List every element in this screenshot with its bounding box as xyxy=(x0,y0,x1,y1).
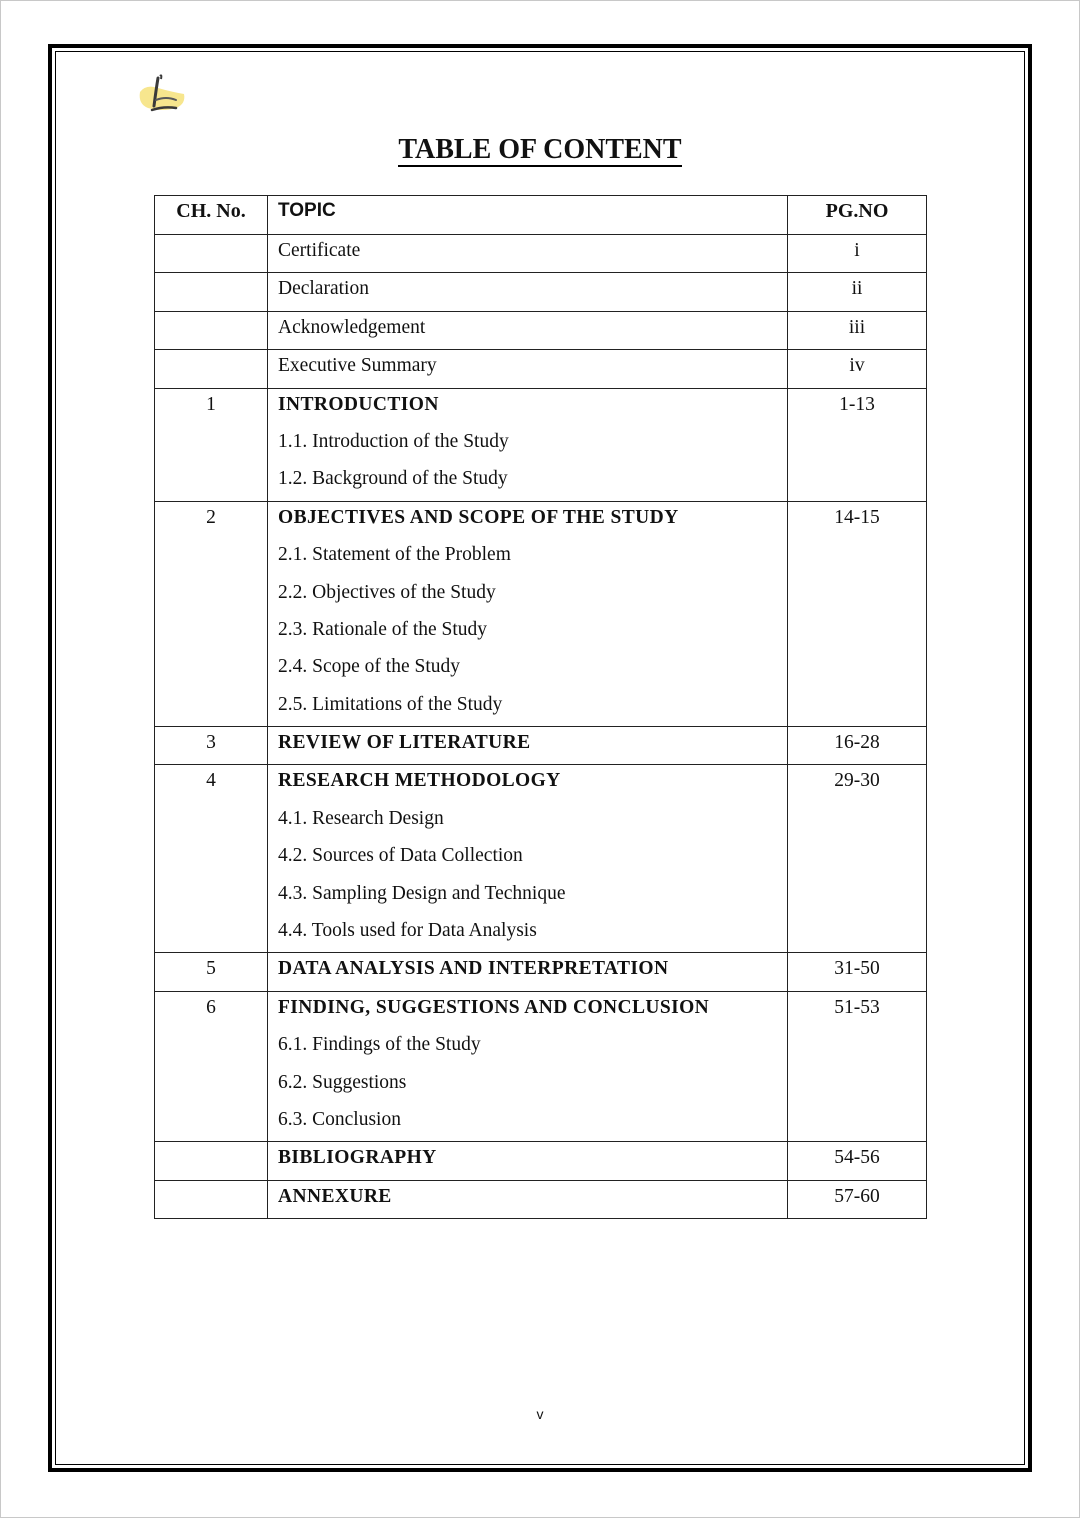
chapter-number: 1 xyxy=(206,393,216,415)
page-range: iv xyxy=(849,355,865,377)
subsection-item: 4.4. Tools used for Data Analysis xyxy=(278,920,537,942)
page-range: 16-28 xyxy=(834,732,880,754)
table-row xyxy=(155,1180,927,1218)
page-cell xyxy=(788,235,927,273)
chapter-number xyxy=(155,312,267,349)
chapter-cell xyxy=(155,273,268,311)
page-range: ii xyxy=(851,278,863,300)
table-row xyxy=(155,765,927,953)
page-range: iii xyxy=(848,316,866,338)
chapter-cell xyxy=(155,991,268,1142)
chapter-heading: RESEARCH METHODOLOGY xyxy=(278,770,561,792)
table-row xyxy=(155,991,927,1142)
page-cell xyxy=(788,273,927,311)
chapter-number: 3 xyxy=(206,732,216,754)
topic-cell xyxy=(268,1180,788,1218)
page-cell xyxy=(788,311,927,349)
header-topic: TOPIC xyxy=(268,196,788,235)
chapter-heading: ANNEXURE xyxy=(278,1185,392,1207)
chapter-number xyxy=(155,235,267,272)
table-row xyxy=(155,388,927,501)
table-row xyxy=(155,1142,927,1180)
page-cell xyxy=(788,501,927,726)
chapter-cell xyxy=(155,350,268,388)
chapter-cell xyxy=(155,501,268,726)
topic-cell xyxy=(268,765,788,953)
table-row xyxy=(155,273,927,311)
topic-cell xyxy=(268,1142,788,1180)
table-row xyxy=(155,501,927,726)
page-range: 1-13 xyxy=(839,393,875,415)
front-matter-item: Acknowledgement xyxy=(278,316,426,338)
table-row xyxy=(155,235,927,273)
table-row xyxy=(155,311,927,349)
page-cell xyxy=(788,991,927,1142)
header-chapter: CH. No. xyxy=(155,196,268,235)
chapter-number: 4 xyxy=(206,770,216,792)
subsection-item: 2.4. Scope of the Study xyxy=(278,656,460,678)
table-body xyxy=(155,235,927,1219)
subsection-item: 2.1. Statement of the Problem xyxy=(278,544,511,566)
front-matter-item: Declaration xyxy=(278,278,369,300)
page-cell xyxy=(788,765,927,953)
topic-cell xyxy=(268,235,788,273)
chapter-number xyxy=(155,350,267,387)
subsection-item: 4.2. Sources of Data Collection xyxy=(278,845,523,867)
page-number: v xyxy=(536,1406,544,1422)
topic-cell xyxy=(268,311,788,349)
chapter-cell xyxy=(155,1180,268,1218)
front-matter-item: Executive Summary xyxy=(278,355,437,377)
chapter-cell xyxy=(155,765,268,953)
subsection-item: 6.1. Findings of the Study xyxy=(278,1034,481,1056)
topic-cell xyxy=(268,388,788,501)
topic-cell xyxy=(268,273,788,311)
chapter-cell xyxy=(155,311,268,349)
chapter-number: 5 xyxy=(206,958,216,980)
subsection-item: 4.1. Research Design xyxy=(278,807,444,829)
topic-cell xyxy=(268,727,788,765)
chapter-cell xyxy=(155,235,268,273)
page-title-text: TABLE OF CONTENT xyxy=(398,134,682,165)
chapter-number: 2 xyxy=(206,506,216,528)
chapter-cell xyxy=(155,1142,268,1180)
chapter-heading: INTRODUCTION xyxy=(278,393,439,415)
chapter-number xyxy=(155,1142,267,1179)
table-row xyxy=(155,953,927,991)
table-header-row xyxy=(155,196,927,235)
page-cell xyxy=(788,953,927,991)
table-row xyxy=(155,727,927,765)
topic-cell xyxy=(268,953,788,991)
table-row xyxy=(155,350,927,388)
subsection-item: 4.3. Sampling Design and Technique xyxy=(278,882,566,904)
pen-and-note-icon xyxy=(136,70,188,118)
topic-cell xyxy=(268,991,788,1142)
page-cell xyxy=(788,1180,927,1218)
page-cell xyxy=(788,350,927,388)
page-cell xyxy=(788,727,927,765)
chapter-number xyxy=(155,273,267,310)
page-range: 54-56 xyxy=(834,1147,880,1169)
page-range: 51-53 xyxy=(834,996,880,1018)
front-matter-item: Certificate xyxy=(278,240,361,261)
topic-cell xyxy=(268,350,788,388)
topic-cell xyxy=(268,501,788,726)
page-range: 14-15 xyxy=(834,506,880,528)
page-range: 57-60 xyxy=(834,1185,880,1207)
header-page: PG.NO xyxy=(788,196,927,235)
subsection-item: 6.3. Conclusion xyxy=(278,1108,401,1130)
page-cell xyxy=(788,388,927,501)
subsection-item: 6.2. Suggestions xyxy=(278,1071,407,1093)
subsection-item: 1.2. Background of the Study xyxy=(278,468,508,490)
subsection-item: 2.5. Limitations of the Study xyxy=(278,693,503,715)
chapter-heading: OBJECTIVES AND SCOPE OF THE STUDY xyxy=(278,506,679,528)
contents-table xyxy=(154,195,927,1219)
chapter-cell xyxy=(155,953,268,991)
chapter-number xyxy=(155,1181,267,1218)
subsection-item: 1.1. Introduction of the Study xyxy=(278,430,509,452)
page-range: i xyxy=(854,240,860,261)
chapter-heading: BIBLIOGRAPHY xyxy=(278,1147,437,1169)
page-cell xyxy=(788,1142,927,1180)
page-range: 31-50 xyxy=(834,958,880,980)
chapter-cell xyxy=(155,727,268,765)
chapter-number: 6 xyxy=(206,996,216,1018)
page-title xyxy=(0,132,1080,168)
chapter-heading: REVIEW OF LITERATURE xyxy=(278,732,531,754)
subsection-item: 2.2. Objectives of the Study xyxy=(278,581,496,603)
page-range: 29-30 xyxy=(834,770,880,792)
chapter-cell xyxy=(155,388,268,501)
chapter-heading: DATA ANALYSIS AND INTERPRETATION xyxy=(278,958,669,980)
chapter-heading: FINDING, SUGGESTIONS AND CONCLUSION xyxy=(278,996,710,1018)
subsection-item: 2.3. Rationale of the Study xyxy=(278,618,488,640)
